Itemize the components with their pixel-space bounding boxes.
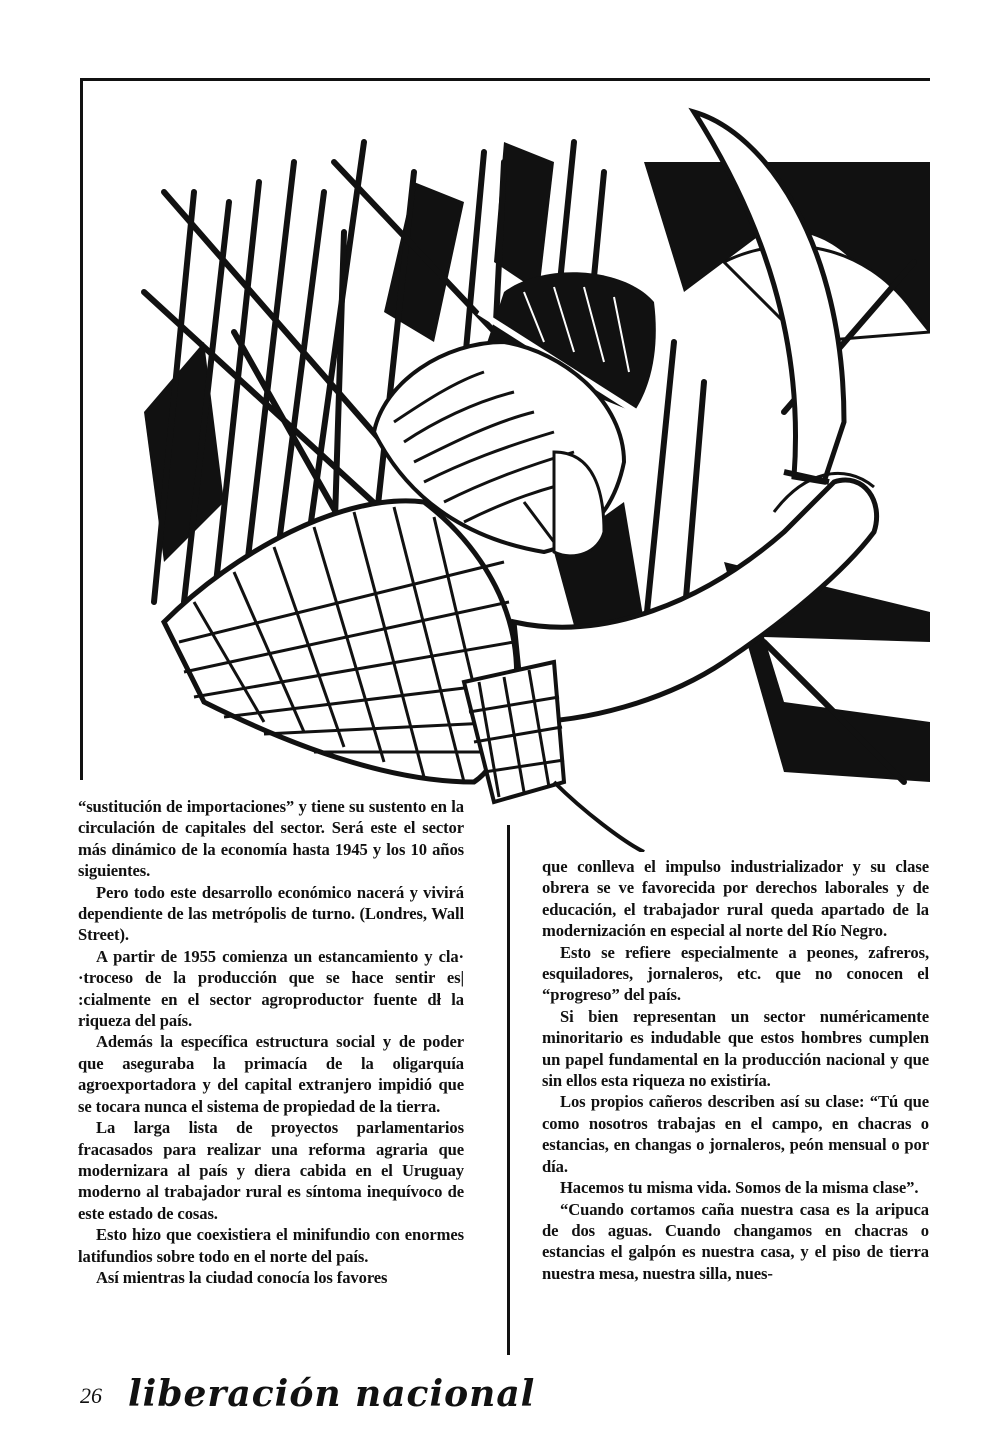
magazine-title: liberación nacional bbox=[128, 1373, 536, 1415]
column-divider bbox=[507, 825, 510, 1355]
paragraph: Los propios cañeros describen así su clase: “Tú que como nosotros trabajas en el campo, en chacras o estancias, en changas o jornaleros, peón mensual o por día. bbox=[542, 1092, 929, 1176]
article-right-column bbox=[542, 856, 929, 1284]
paragraph: Hacemos tu misma vida. Somos de la misma clase”. bbox=[560, 1178, 919, 1198]
frame-left-rule bbox=[80, 78, 83, 780]
paragraph: A partir de 1955 comienza un estancamiento y cla· ·troceso de la producción que se hace sentir es| :cialmente en el sector agroproductor fuente d⁠ł la riqueza del país. bbox=[78, 946, 464, 1031]
page-footer bbox=[80, 1373, 536, 1435]
article-left-column bbox=[78, 796, 464, 1288]
cane-cutter-illustration bbox=[84, 82, 930, 852]
paragraph: “sustitución de importaciones” y tiene su sustento en la circulación de capitales del sector. Será este el sector más dinámico de la economía hasta 1945 y los 10 años siguientes. bbox=[78, 797, 464, 881]
frame-top-rule bbox=[80, 78, 930, 81]
paragraph: Pero todo este desarrollo económico nacerá y vivirá dependiente de las metrópolis de turno. (Londres, Wall Street). bbox=[78, 882, 464, 945]
paragraph: “Cuando cortamos caña nuestra casa es la aripuca de dos aguas. Cuando changamos en chacras o estancias el galpón es nuestra casa, y el piso de tierra nuestra mesa, nuestra silla, nues- bbox=[542, 1199, 929, 1283]
paragraph: Esto hizo que coexistiera el minifundio con enormes latifundios sobre todo en el norte del país. bbox=[78, 1225, 464, 1266]
paragraph: Además la específica estructura social y de poder que aseguraba la primacía de la oligarquía agroexportadora y del capital extranjero impidió que se tocara nunca el sistema de propiedad de la tierra. bbox=[78, 1032, 464, 1116]
paragraph: Así mientras la ciudad conocía los favores bbox=[96, 1267, 388, 1287]
paragraph: Esto se refiere especialmente a peones, zafreros, esquiladores, jornaleros, etc. que no conocen el “progreso” del país. bbox=[542, 942, 929, 1005]
paragraph: que conlleva el impulso industrializador y su clase obrera se ve favorecida por derechos laborales y de educación, el trabajador rural queda apartado de la modernización en especial al norte del Río Negro. bbox=[542, 857, 929, 941]
page-number: 26 bbox=[80, 1383, 102, 1408]
paragraph: Si bien representan un sector numéricamente minoritario es indudable que estos hombres cumplen un papel fundamental en la producción nacional y que sin ellos esta riqueza no existiría. bbox=[542, 1006, 929, 1091]
paragraph: La larga lista de proyectos parlamentarios fracasados para realizar una reforma agraria que modernizara al país y diera cabida en el Uruguay moderno al trabajador rural es síntoma inequívoco de este estado de cosas. bbox=[78, 1118, 464, 1223]
